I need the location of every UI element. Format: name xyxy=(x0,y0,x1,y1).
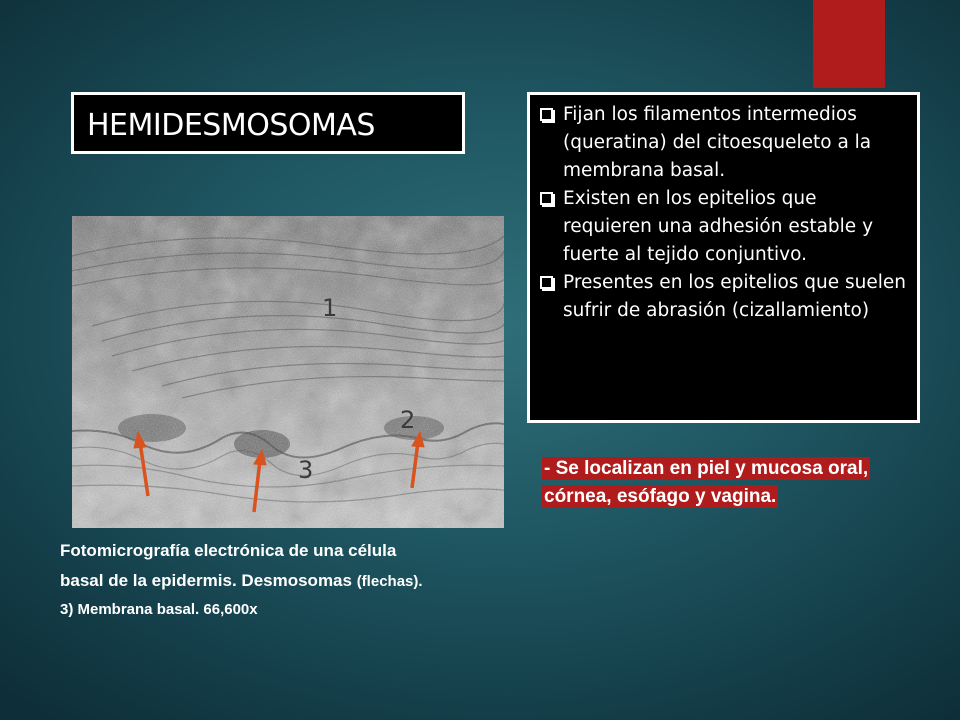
caption-line-2-main: basal de la epidermis. Desmosomas xyxy=(60,571,357,590)
caption-line-3: 3) Membrana basal. 66,600x xyxy=(60,601,258,618)
checkbox-bullet-icon xyxy=(540,276,553,289)
bullet-text: Presentes en los epitelios que suelen sufrir de abrasión (cizallamiento) xyxy=(563,272,907,321)
caption-line-2 xyxy=(60,566,530,597)
bullet-list-box xyxy=(527,92,920,423)
bullet-item xyxy=(538,269,909,325)
caption-line-1: Fotomicrografía electrónica de una célula xyxy=(60,541,397,560)
decorative-red-tab xyxy=(813,0,885,88)
micrograph-label-2: 2 xyxy=(400,406,416,434)
bullet-item xyxy=(538,185,909,269)
bullet-text: Existen en los epitelios que requieren una adhesión estable y fuerte al tejido conjuntivo. xyxy=(563,188,874,265)
location-highlight xyxy=(542,455,904,511)
checkbox-bullet-icon xyxy=(540,108,553,121)
location-text: - Se localizan en piel y mucosa oral, córnea, esófago y vagina. xyxy=(544,458,869,507)
caption-line-2-small: (flechas). xyxy=(356,573,423,590)
slide-title: HEMIDESMOSOMAS xyxy=(87,108,375,143)
electron-micrograph xyxy=(72,216,504,528)
bullet-item xyxy=(538,101,909,185)
micrograph-caption xyxy=(60,536,530,623)
checkbox-bullet-icon xyxy=(540,192,553,205)
bullet-text: Fijan los filamentos intermedios (queratina) del citoesqueleto a la membrana basal. xyxy=(563,104,872,181)
title-box xyxy=(71,92,465,154)
micrograph-label-3: 3 xyxy=(298,456,314,484)
micrograph-label-1: 1 xyxy=(322,294,338,322)
